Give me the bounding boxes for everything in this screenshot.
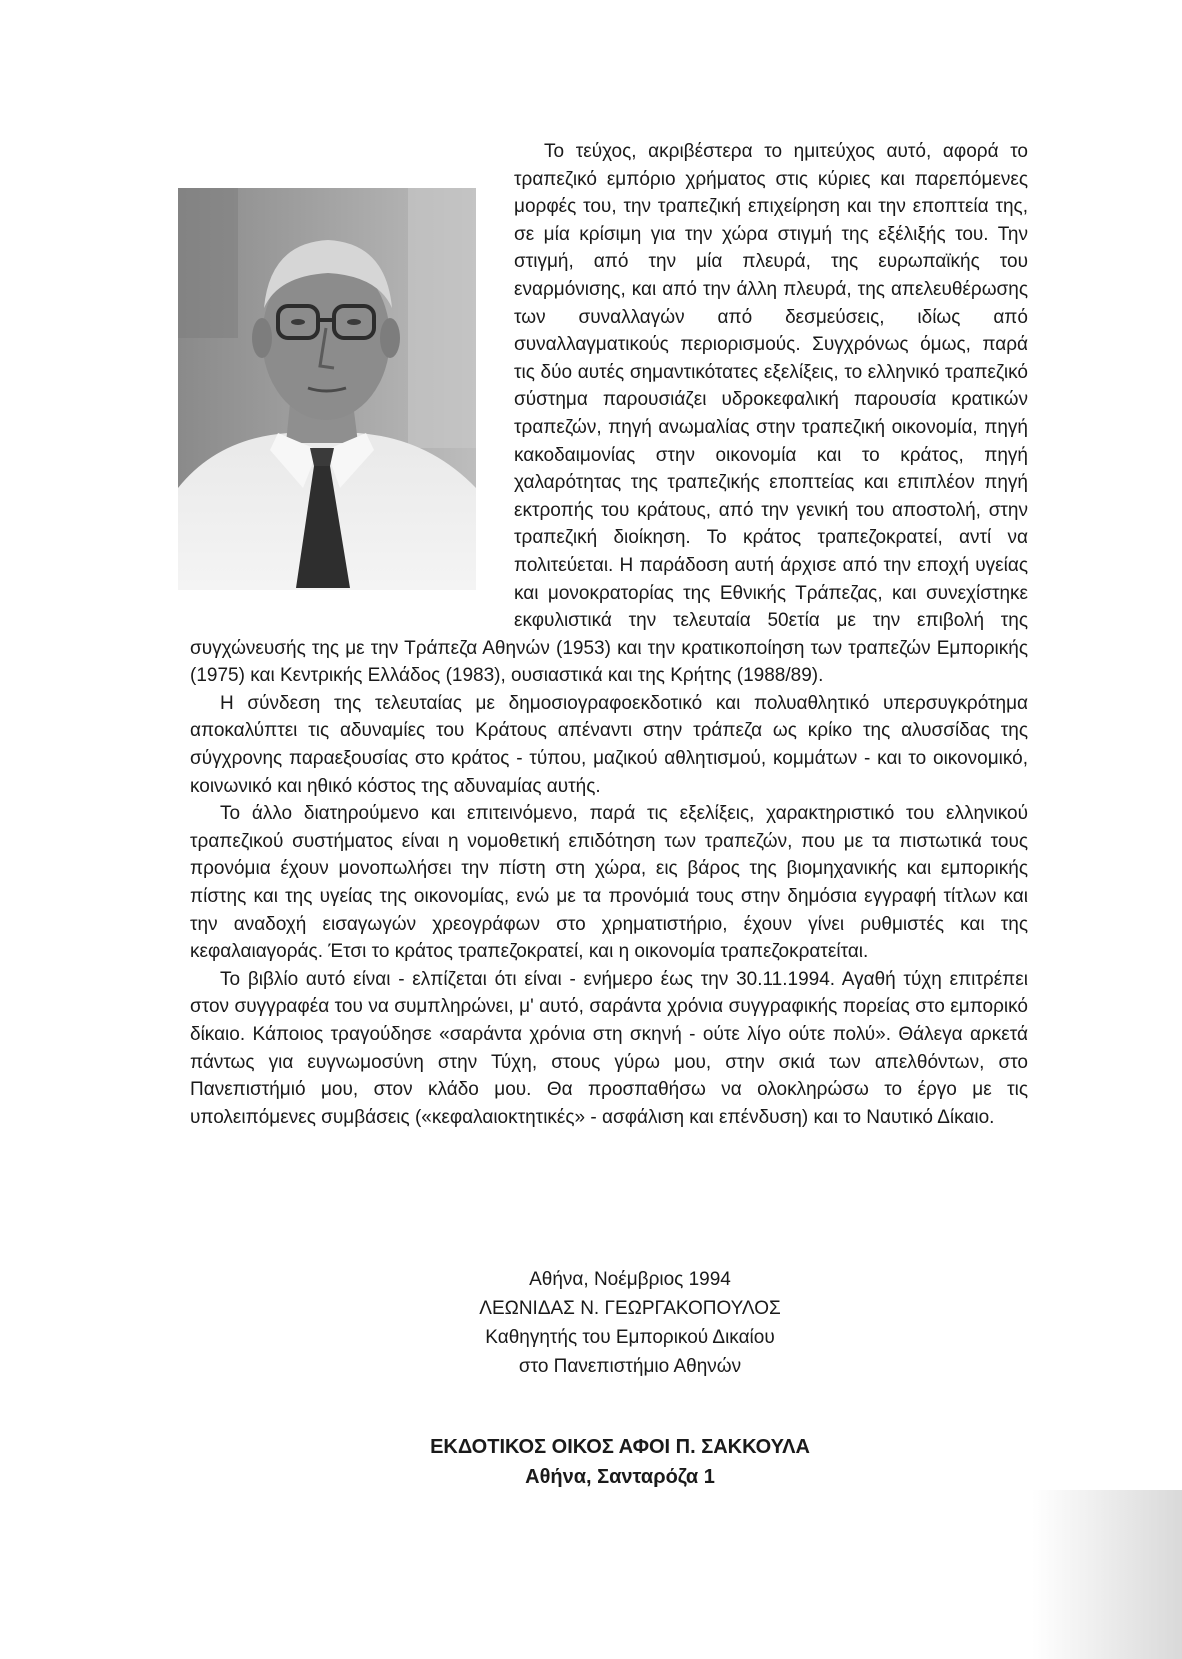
signature-place-date: Αθήνα, Νοέμβριος 1994 xyxy=(529,1269,731,1290)
paragraph-4: Το βιβλίο αυτό είναι - ελπίζεται ότι είναι - ενήμερο έως την 30.11.1994. Αγαθή τύχη επιτρέπει στον συγγραφέα του να συμπληρώνει, μ' αυτό, σαράντα χρόνια συγγραφικής πορείας στο εμπορικό δίκαιο. Κάποιος τραγούδησε «σαράντα χρόνια στη σκηνή - ούτε λίγο ούτε πολύ». Θάλεγα αρκετά πάντως για ευγνωμοσύνη στην Τύχη, στους γύρω μου, στην σκιά των απελθόντων, στο Πανεπιστήμιό μου, στον κλάδο μου. Θα προσπαθήσω να ολοκληρώσω το έργο με τις υπολειπόμενες συμβάσεις («κεφαλαιοκτητικές» - ασφάλιση και επένδυση) και το Ναυτικό Δίκαιο. xyxy=(190,968,1028,1128)
preface-text xyxy=(190,138,1028,1258)
signature-title-line-1: Καθηγητής του Εμπορικού Δικαίου xyxy=(485,1327,775,1348)
signature-title-line-2: στο Πανεπιστήμιο Αθηνών xyxy=(518,1356,742,1377)
signature-block xyxy=(380,1265,880,1381)
signature-author-name: ΛΕΩΝΙΔΑΣ Ν. ΓΕΩΡΓΑΚΟΠΟΥΛΟΣ xyxy=(479,1298,781,1319)
publisher-block xyxy=(300,1432,940,1492)
paragraph-2: Η σύνδεση της τελευταίας με δημοσιογραφοεκδοτικό και πολυαθλητικό υπερσυγκρότημα αποκαλύπτει τις αδυναμίες του Κράτους απέναντι στην τράπεζα ως κρίκο της αλυσσίδας της σύγχρονης παραεξουσίας στο κράτος - τύπου, μαζικού αθλητισμού, κομμάτων - και το οικονομικό, κοινωνικό και ηθικό κόστος της αδυναμίας αυτής. xyxy=(190,692,1028,797)
page-edge-shadow xyxy=(1032,1490,1182,1659)
photo-wrap-spacer xyxy=(190,138,514,618)
paragraph-1: Το τεύχος, ακριβέστερα το ημιτεύχος αυτό, αφορά το τραπεζικό εμπόριο χρήματος στις κύριες και παρεπόμενες μορφές του, την τραπεζική επιχείρηση και την εποπτεία της, σε μία κρίσιμη για την χώρα στιγμή της εξέλιξής του. Την στιγμή, από την μία πλευρά, της ευρωπαϊκής του εναρμόνισης, και από την άλλη πλευρά, της απελευθέρωσης των συναλλαγών από δεσμεύσεις, ιδίως από συναλλαγματικούς περιορισμούς. Συγχρόνως όμως, παρά τις δύο αυτές σημαντικότατες εξελίξεις, το ελληνικό τραπεζικό σύστημα παρουσιάζει υδροκεφαλική παρουσία κρατικών τραπεζών, πηγή ανωμαλίας στην τραπεζική οικονομία, πηγή κακοδαιμονίας στην οικονομία και το κράτος, πηγή χαλαρότητας της τραπεζικής εποπτείας και επιπλέον πηγή εκτροπής του κράτους, από την γενική του αποστολή, στην τραπεζική διοίκηση. Το κράτος τραπεζοκρατεί, αντί να πολιτεύεται. Η παράδοση αυτή άρχισε από την εποχή υγείας και μονοκρατορίας της Εθνικής Τράπεζας, και συνεχίστηκε εκφυλιστικά την τελευταία 50ετία με την επιβολή της συγχώνευσής της με την Τράπεζα Αθηνών (1953) και την κρατικοποίηση των τραπεζών Εμπορικής (1975) και Κεντρικής Ελλάδος (1983), ουσιαστικά και της Κρήτης (1988/89). xyxy=(190,141,1028,687)
publisher-name: ΕΚΔΟΤΙΚΟΣ ΟΙΚΟΣ ΑΦΟΙ Π. ΣΑΚΚΟΥΛΑ xyxy=(430,1436,810,1458)
paragraph-3: Το άλλο διατηρούμενο και επιτεινόμενο, παρά τις εξελίξεις, χαρακτηριστικό του ελληνικού τραπεζικού συστήματος είναι η νομοθετική επιδότηση των τραπεζών, που με τα πιστωτικά τους προνόμια έχουν μονοπωλήσει την πίστη στη χώρα, εις βάρος της βιομηχανικής και εμπορικής πίστης και της υγείας της οικονομίας, ενώ με τα προνόμιά τους στην δημόσια εγγραφή τίτλων και την αναδοχή εισαγωγών χρεογράφων στο χρηματιστήριο, έχουν γίνει ρυθμιστές και της κεφαλαιαγοράς. Έτσι το κράτος τραπεζοκρατεί, και η οικονομία τραπεζοκρατείται. xyxy=(190,803,1028,963)
publisher-address: Αθήνα, Σανταρόζα 1 xyxy=(525,1466,715,1488)
